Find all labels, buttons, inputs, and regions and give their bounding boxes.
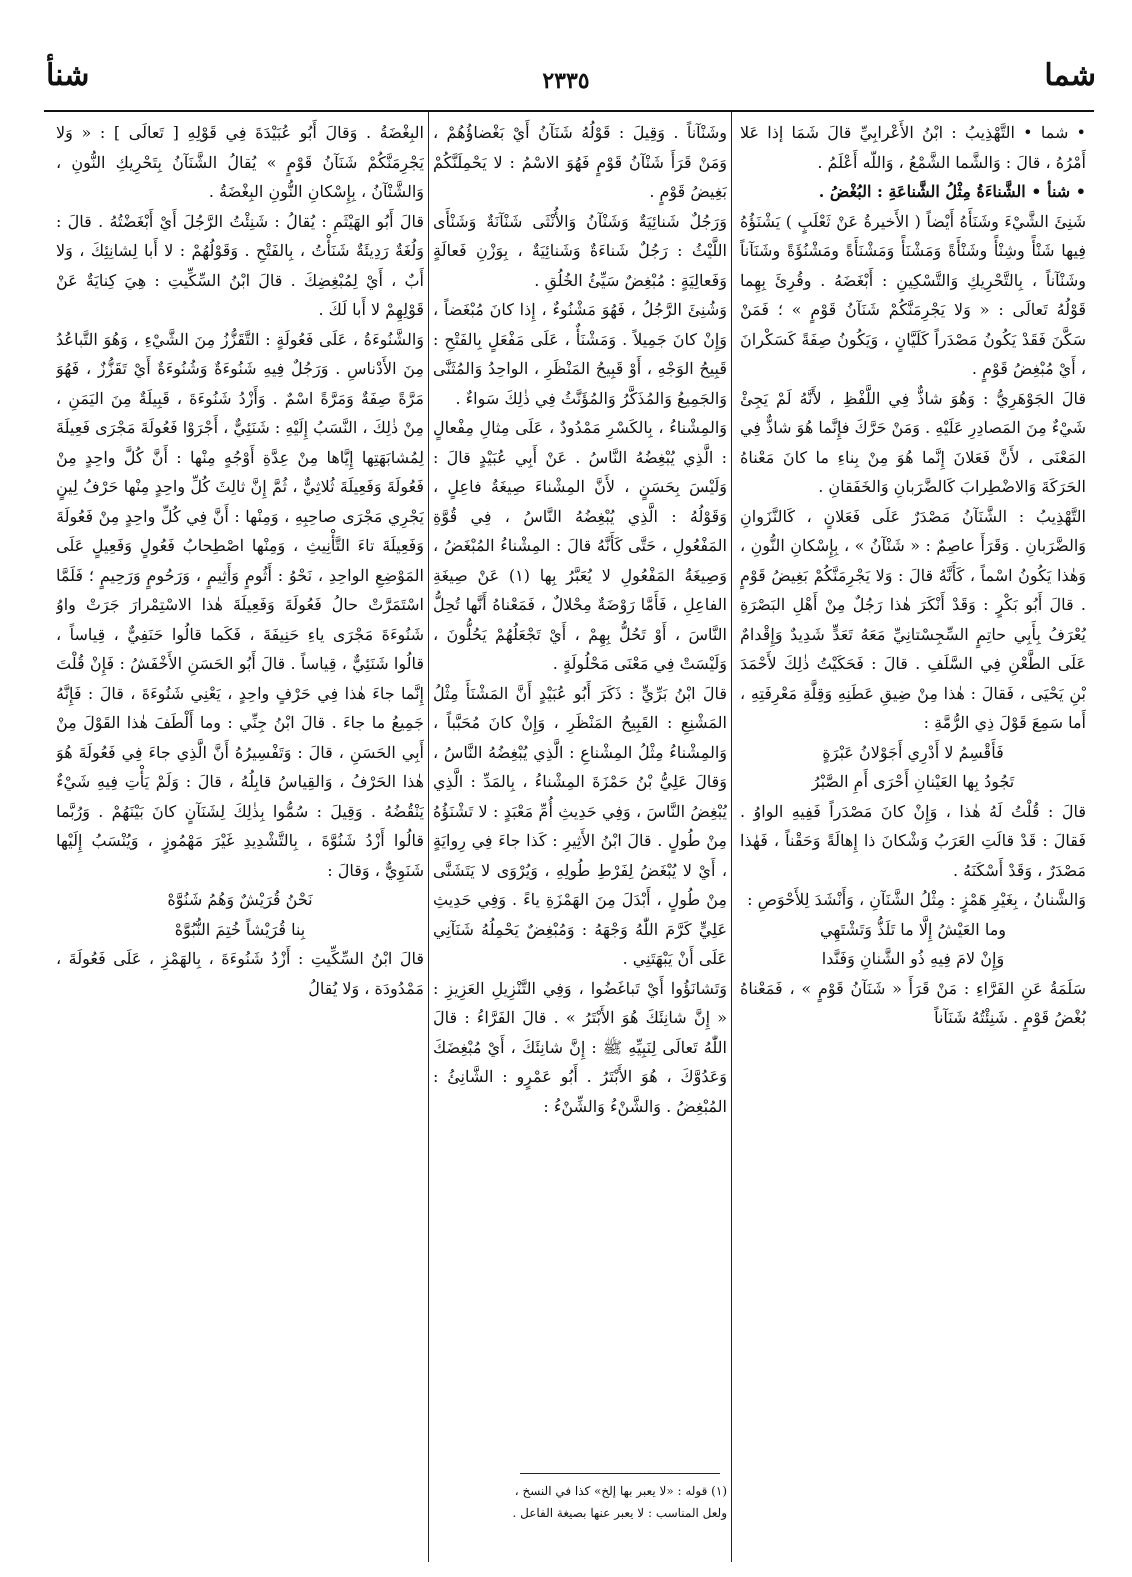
paragraph: سَلَمَةُ عَنِ الفَرَّاءِ : مَنْ قَرَأَ « شَنَآنُ قَوْمٍ » ، فَمَعْناهُ بُغْضُ قَوْمٍ . شَنِئْتُهُ شَنَآناً — [740, 978, 1086, 1027]
paragraph: وَتَشانَؤُوا أَيْ تَباغَضُوا ، وَفِي التَّنْزِيلِ العَزِيزِ : « إِنَّ شانِئَكَ هُوَ الأَبْتَرُ » . قالَ الفَرَّاءُ : قالَ اللّٰهُ تَعالَى لِنَبِيِّهِ ﷺ : إِنَّ شانِئَكَ ، أَيْ مُبْغِضَكَ وَعَدُوَّكَ ، هُوَ الأَبْتَرُ . أَبُو عَمْرٍو : الشَّانِئُ : المُبْغِضُ . وَالشَّنْءُ وَالشِّنْءُ : — [433, 978, 727, 1116]
page-number: ٢٣٣٥ — [542, 68, 590, 94]
entry-shama: • شما • التَّهْذِيبُ : ابْنُ الأَعْرابِيِّ قالَ شَمَا إذا عَلا أَمْرُهُ ، قالَ : وَالشَّما الشَّمْعُ ، وَاللّه أَعْلَمُ . — [740, 123, 1086, 172]
entry-shana-heading: • شنأ • الشَّناءَةُ مِثْلُ الشَّناعَةِ : البُغْضُ . — [818, 182, 1086, 201]
paragraph: وَشُنِئَ الرَّجُلُ ، فَهُوَ مَشْنُوءٌ ، إِذا كانَ مُبْغَضاً ، وَإِنْ كانَ جَمِيلاً . وَمَشْنَأٌ ، عَلَى مَفْعَلٍ بِالفَتْحِ : قَبِيحُ الوَجْهِ ، أَوْ قَبِيحُ المَنْظَرِ ، الواحِدُ وَالمُثَنَّى وَالجَمِيعُ وَالمُذَكَّرُ وَالمُؤَنَّثُ فِي ذٰلِكَ سَواءٌ . — [433, 300, 727, 408]
header-rule — [44, 110, 1094, 112]
running-header-right: شما — [1044, 58, 1096, 93]
paragraph: وَرَجُلٌ شَنائِيَةٌ وَشَنْآنُ وَالأُنْثَى شَنْآنَةٌ وَشَنْأَى اللَّيْثُ : رَجُلٌ شَناءَةٌ وَشَنائِيَةٌ ، بِوَزْنِ فَعالَةٍ وَفَعالِيَةٍ : مُبْغِضٌ سَيِّئُ الخُلُقِ . — [433, 211, 727, 290]
column-divider-right — [731, 112, 732, 1562]
paragraph: وشَنْآناً . وَقِيلَ : قَوْلُهُ شَنَآنُ أَيْ بَغْضاؤُهُمْ ، وَمَنْ قَرَأَ شَنْآنُ قَوْمٍ فَهُوَ الاسْمُ : لا يَحْمِلَنَّكُمْ بَغِيضُ قَوْمٍ . — [433, 123, 727, 201]
footnote-line: (١) قوله : «لا يعبر بها إلخ» كذا في النسخ ، — [514, 1484, 727, 1498]
paragraph: البِغْضَةُ . وَقالَ أَبُو عُبَيْدَةَ فِي قَوْلِهِ [ تَعالَى ] : « وَلا يَجْرِمَنَّكُمْ شَنَآنُ قَوْمٍ » يُقالُ الشَّنَآنُ بِتَحْرِيكِ النُّونِ ، وَالشَّنْآنُ ، بِإِسْكانِ النُّونِ البِغْضَةُ . — [56, 123, 424, 201]
column-left — [56, 118, 424, 1568]
footnote — [433, 1480, 727, 1524]
paragraph: وَالشَّنانُ ، بِغَيْرِ هَمْزٍ : مِثْلُ الشَّنَآنِ ، وَأَنْشَدَ لِلأَحْوَصِ : — [747, 890, 1086, 909]
verse-line: تَجُودُ بِها العَيْنانِ أَحْرَى أَمِ الصَّبْرُ — [811, 772, 1015, 791]
verse-line: وما العَيْشُ إِلَّا ما تَلَذُّ وَتَشْتَهِي — [819, 919, 1007, 939]
paragraph: وَالمِشْناءُ ، بِالكَسْرِ مَمْدُودٌ ، عَلَى مِثالِ مِفْعالٍ : الَّذِي يُبْغِضُهُ النَّاسُ . عَنْ أَبِي عُبَيْدٍ قالَ : وَلَيْسَ بِحَسَنٍ ، لأَنَّ المِشْناءَ صِيغَةُ فاعِلٍ ، وَقَوْلُهُ : الَّذِي يُبْغِضُهُ النَّاسُ ، فِي قُوَّةِ المَفْعُولِ ، حَتَّى كَأَنَّهُ قالَ : المِشْناءُ المُبْغَضُ ، وَصِيغَةُ المَفْعُولِ لا يُعَبَّرُ بِها (١) عَنْ صِيغَةِ الفاعِلِ ، فَأَمَّا رَوْضَةٌ مِحْلالٌ ، فَمَعْناهُ أَنَّها تُحِلُّ النَّاسَ ، أَوْ تَحُلُّ بِهِمْ ، أَيْ تَجْعَلُهُمْ يَحُلُّونَ ، وَلَيْسَتْ فِي مَعْنَى مَحْلُولَةٍ . — [433, 418, 727, 673]
paragraph: التَّهْذِيبُ : الشَّنَآنُ مَصْدَرٌ عَلَى فَعَلانٍ ، كَالنَّزَوانِ وَالضَّرَبانِ . وَقَرَأَ عاصِمٌ : « شَنْآنُ » ، بِإِسْكانِ النُّونِ ، وَهٰذا يَكُونُ اسْماً ، كَأَنَّهُ قالَ : وَلا يَجْرِمَنَّكُمْ بَغِيضُ قَوْمٍ . قالَ أَبُو بَكْرٍ : وَقَدْ أَنْكَرَ هٰذا رَجُلٌ مِنْ أَهْلِ البَصْرَةِ يُعْرَفُ بِأَبِي حاتِمٍ السِّجِسْتانِيِّ مَعَهُ تَعَدٍّ شَدِيدٌ وَإِقْدامٌ عَلَى الطَّعْنِ فِي السَّلَفِ . قالَ : فَحَكَيْتُ ذٰلِكَ لأَحْمَدَ بْنِ يَحْيَى ، فَقالَ : هٰذا مِنْ ضِيقِ عَطَنِهِ وَقِلَّةِ مَعْرِفَتِهِ ، أَما سَمِعَ قَوْلَ ذِي الرُّمَّةِ : — [740, 506, 1086, 732]
column-divider-left — [428, 112, 429, 1562]
verse-line: بِنا قُرَيْشاً خُتِمَ النُّبُوَّهْ — [174, 919, 306, 939]
paragraph: قالَ : قُلْتُ لَهُ هٰذا ، وَإِنْ كانَ مَصْدَراً فَفِيهِ الواوُ . فَقالَ : قَدْ قالَتِ العَرَبُ وَشْكانَ ذا إِهالَةً وَحَقْناً ، فَهٰذا مَصْدَرٌ ، وَقَدْ أَسْكَنَهُ . — [740, 801, 1086, 880]
paragraph: قالَ ابْنُ بَرِّيٍّ : ذَكَرَ أَبُو عُبَيْدٍ أَنَّ المَشْنَأَ مِثْلُ المَشْنِعِ : القَبِيحُ المَنْظَرِ ، وَإِنْ كانَ مُحَبَّباً ، وَالمِشْناءُ مِثْلُ المِشْناعِ : الَّذِي يُبْغِضُهُ النَّاسُ ، وَقالَ عَلِيُّ بْنُ حَمْزَةَ المِشْناءُ ، بِالمَدِّ : الَّذِي يُبْغِضُ النَّاسَ ، وَفِي حَدِيثِ أُمِّ مَعْبَدٍ : لا تَشْنَؤُهُ مِنْ طُولٍ . قالَ ابْنُ الأَثِيرِ : كَذا جاءَ فِي رِوايَةٍ ، أَيْ لا يُبْغَضُ لِفَرْطِ طُولِهِ ، وَيُرْوَى لا يَتَشَنَّى مِنْ طُولٍ ، أَبْدَلَ مِنَ الهَمْزَةِ ياءً . وَفِي حَدِيثِ عَلِيٍّ كَرَّمَ اللّٰهُ وَجْهَهُ : وَمُبْغِضٌ يَحْمِلُهُ شَنَآنِي عَلَى أَنْ يَبْهَتَنِي . — [433, 683, 727, 968]
footnote-line: ولعل المناسب : لا يعبر عنها بصيغة الفاعل . — [512, 1506, 727, 1520]
verse-line: فَأَقْسِمُ لا أَدْرِي أَجَوْلانُ عَبْرَةٍ — [822, 742, 1004, 762]
column-middle — [433, 118, 727, 1470]
paragraph: قالَ أَبُو الهَيْثَمِ : يُقالُ : شَنِئْتُ الرَّجُلَ أَيْ أَبْغَضْتُهُ . قالَ : وَلُغَةٌ رَدِيئَةٌ شَنَأْتُ ، بِالفَتْحِ . وَقَوْلُهُمْ : لا أَبا لِشانِئِكَ ، وَلا أَبٌ ، أَيْ لِمُبْغِضِكَ . قالَ ابْنُ السِّكِّيتِ : هِيَ كِنايَةٌ عَنْ قَوْلِهِمْ لا أَبا لَكَ . — [56, 211, 424, 319]
paragraph: قالَ الجَوْهَرِيُّ : وَهُوَ شاذٌّ فِي اللَّفْظِ ، لأَنَّهُ لَمْ يَجِئْ شَيْءٌ مِنَ المَصادِرِ عَلَيْهِ . وَمَنْ حَرَّكَ فإِنَّما هُوَ شاذٌّ فِي المَعْنَى ، لأَنَّ فَعَلانَ إِنَّما هُوَ مِنْ بِناءِ ما كانَ مَعْناهُ الحَرَكَةَ وَالاضْطِرابَ كَالضَّرَبانِ وَالخَفَقانِ . — [740, 388, 1086, 496]
paragraph: قالَ ابْنُ السِّكِّيتِ : أَزْدُ شَنُوءَةَ ، بِالهَمْزِ ، عَلَى فَعُولَةَ ، مَمْدُودَة ، وَلا يُقالُ — [56, 949, 424, 998]
verse-line: وَإِنْ لامَ فِيهِ ذُو الشَّنانِ وَفَنَّدا — [821, 949, 1005, 968]
column-right — [740, 118, 1086, 1568]
running-header-left: شنأ — [46, 58, 90, 93]
paragraph: شَنِئَ الشَّيْءَ وشَنَأَهُ أَيْضاً ( الأَخيرةُ عَنْ ثَعْلَبٍ ) يَشْنَؤُهُ فِيها شَنْأً وشِنْأً وشَنْأَةً وَمَشْنَأً وَمَشْنَأَةً ومَشْنُؤَةً وشَنَآناً وشَنْآناً ، بِالتَّحْرِيكِ وَالتَّسْكِينِ : أَبْغَضَهُ . وقُرِئَ بِهِما قَوْلُهُ تَعالَى : « وَلا يَجْرِمَنَّكُمْ شَنَآنُ قَوْمٍ » ؛ فَمَنْ سَكَّنَ فَقَدْ يَكُونُ مَصْدَراً كَلَيَّانٍ ، وَيَكُونُ صِفَةً كَسَكْرانَ ، أَيْ مُبْغِضُ قَوْمٍ . — [740, 211, 1086, 378]
paragraph: وَالشَّنُوءَةُ ، عَلَى فَعُولَةٍ : التَّقَزُّزُ مِنَ الشَّيْءِ ، وَهُوَ التَّباعُدُ مِنَ الأَدْناسِ . وَرَجُلٌ فِيهِ شَنُوءَةٌ وَشُنُوءَةٌ أَيْ تَقَزُّزٌ ، فَهُوَ مَرَّةً صِفَةٌ وَمَرَّةً اسْمٌ . وَأَزْدُ شَنُوءَةَ ، قَبِيلَةٌ مِنَ اليَمَنِ ، مِنْ ذٰلِكَ ، النَّسَبُ إِلَيْهِ : شَنَئِيٌّ ، أَجْرَوْا فَعُولَةَ مَجْرَى فَعِيلَةَ لِمُشابَهَتِها إِيَّاها مِنْ عِدَّةِ أَوْجُهٍ مِنْها : أَنَّ كُلَّ واحِدٍ مِنْ فَعُولَةَ وَفَعِيلَةَ ثُلاثِيٌّ ، ثُمَّ إِنَّ ثالِثَ كُلِّ واحِدٍ مِنْها حَرْفُ لِينٍ يَجْرِي مَجْرَى صاحِبِهِ ، وَمِنْها : أَنَّ فِي كُلِّ واحِدٍ مِنْ فَعُولَةَ وَفَعِيلَةَ تاءَ التَّأْنِيثِ ، وَمِنْها اصْطِحابُ فَعُولٍ وَفَعِيلٍ عَلَى المَوْضِعِ الواحِدِ ، نَحْوُ : أَثُومٍ وَأَثِيمٍ ، وَرَحُومٍ وَرَحِيمٍ ؛ فَلَمَّا اسْتَمَرَّتْ حالُ فَعُولَةَ وَفَعِيلَةَ هٰذا الاسْتِمْرارَ جَرَتْ واوُ شَنُوءَةَ مَجْرَى ياءِ حَنِيفَةَ ، فَكَما قالُوا حَنَفِيٌّ ، قِياساً ، قالُوا شَنَئِيٌّ ، قِياساً . قالَ أَبُو الحَسَنِ الأَخْفَشُ : فَإِنْ قُلْتَ إِنَّما جاءَ هٰذا فِي حَرْفٍ واحِدٍ ، يَعْنِي شَنُوءَةَ ، قالَ : فَإِنَّهُ جَمِيعُ ما جاءَ . قالَ ابْنُ جِنِّي : وما أَلْطَفَ هٰذا القَوْلَ مِنْ أَبِي الحَسَنِ ، قالَ : وَتَفْسِيرُهُ أَنَّ الَّذِي جاءَ فِي فَعُولَةَ هُوَ هٰذا الحَرْفُ ، وَالقِياسُ قابِلُهُ ، قالَ : وَلَمْ يَأْتِ فِيهِ شَيْءٌ يَنْقُضُهُ . وَقِيلَ : سُمُّوا بِذٰلِكَ لِشَنَآنٍ كانَ بَيْنَهُمْ . وَرُبَّما قالُوا أَزْدُ شَنُوَّةَ ، بِالتَّشْدِيدِ غَيْرَ مَهْمُوزٍ ، وَيُنْسَبُ إِلَيْها شَنَوِيٌّ ، وَقالَ : — [56, 329, 424, 880]
footnote-rule — [520, 1473, 720, 1474]
verse-line: نَحْنُ قُرَيْشٌ وَهُمُ شَنُوَّهْ — [167, 890, 313, 909]
